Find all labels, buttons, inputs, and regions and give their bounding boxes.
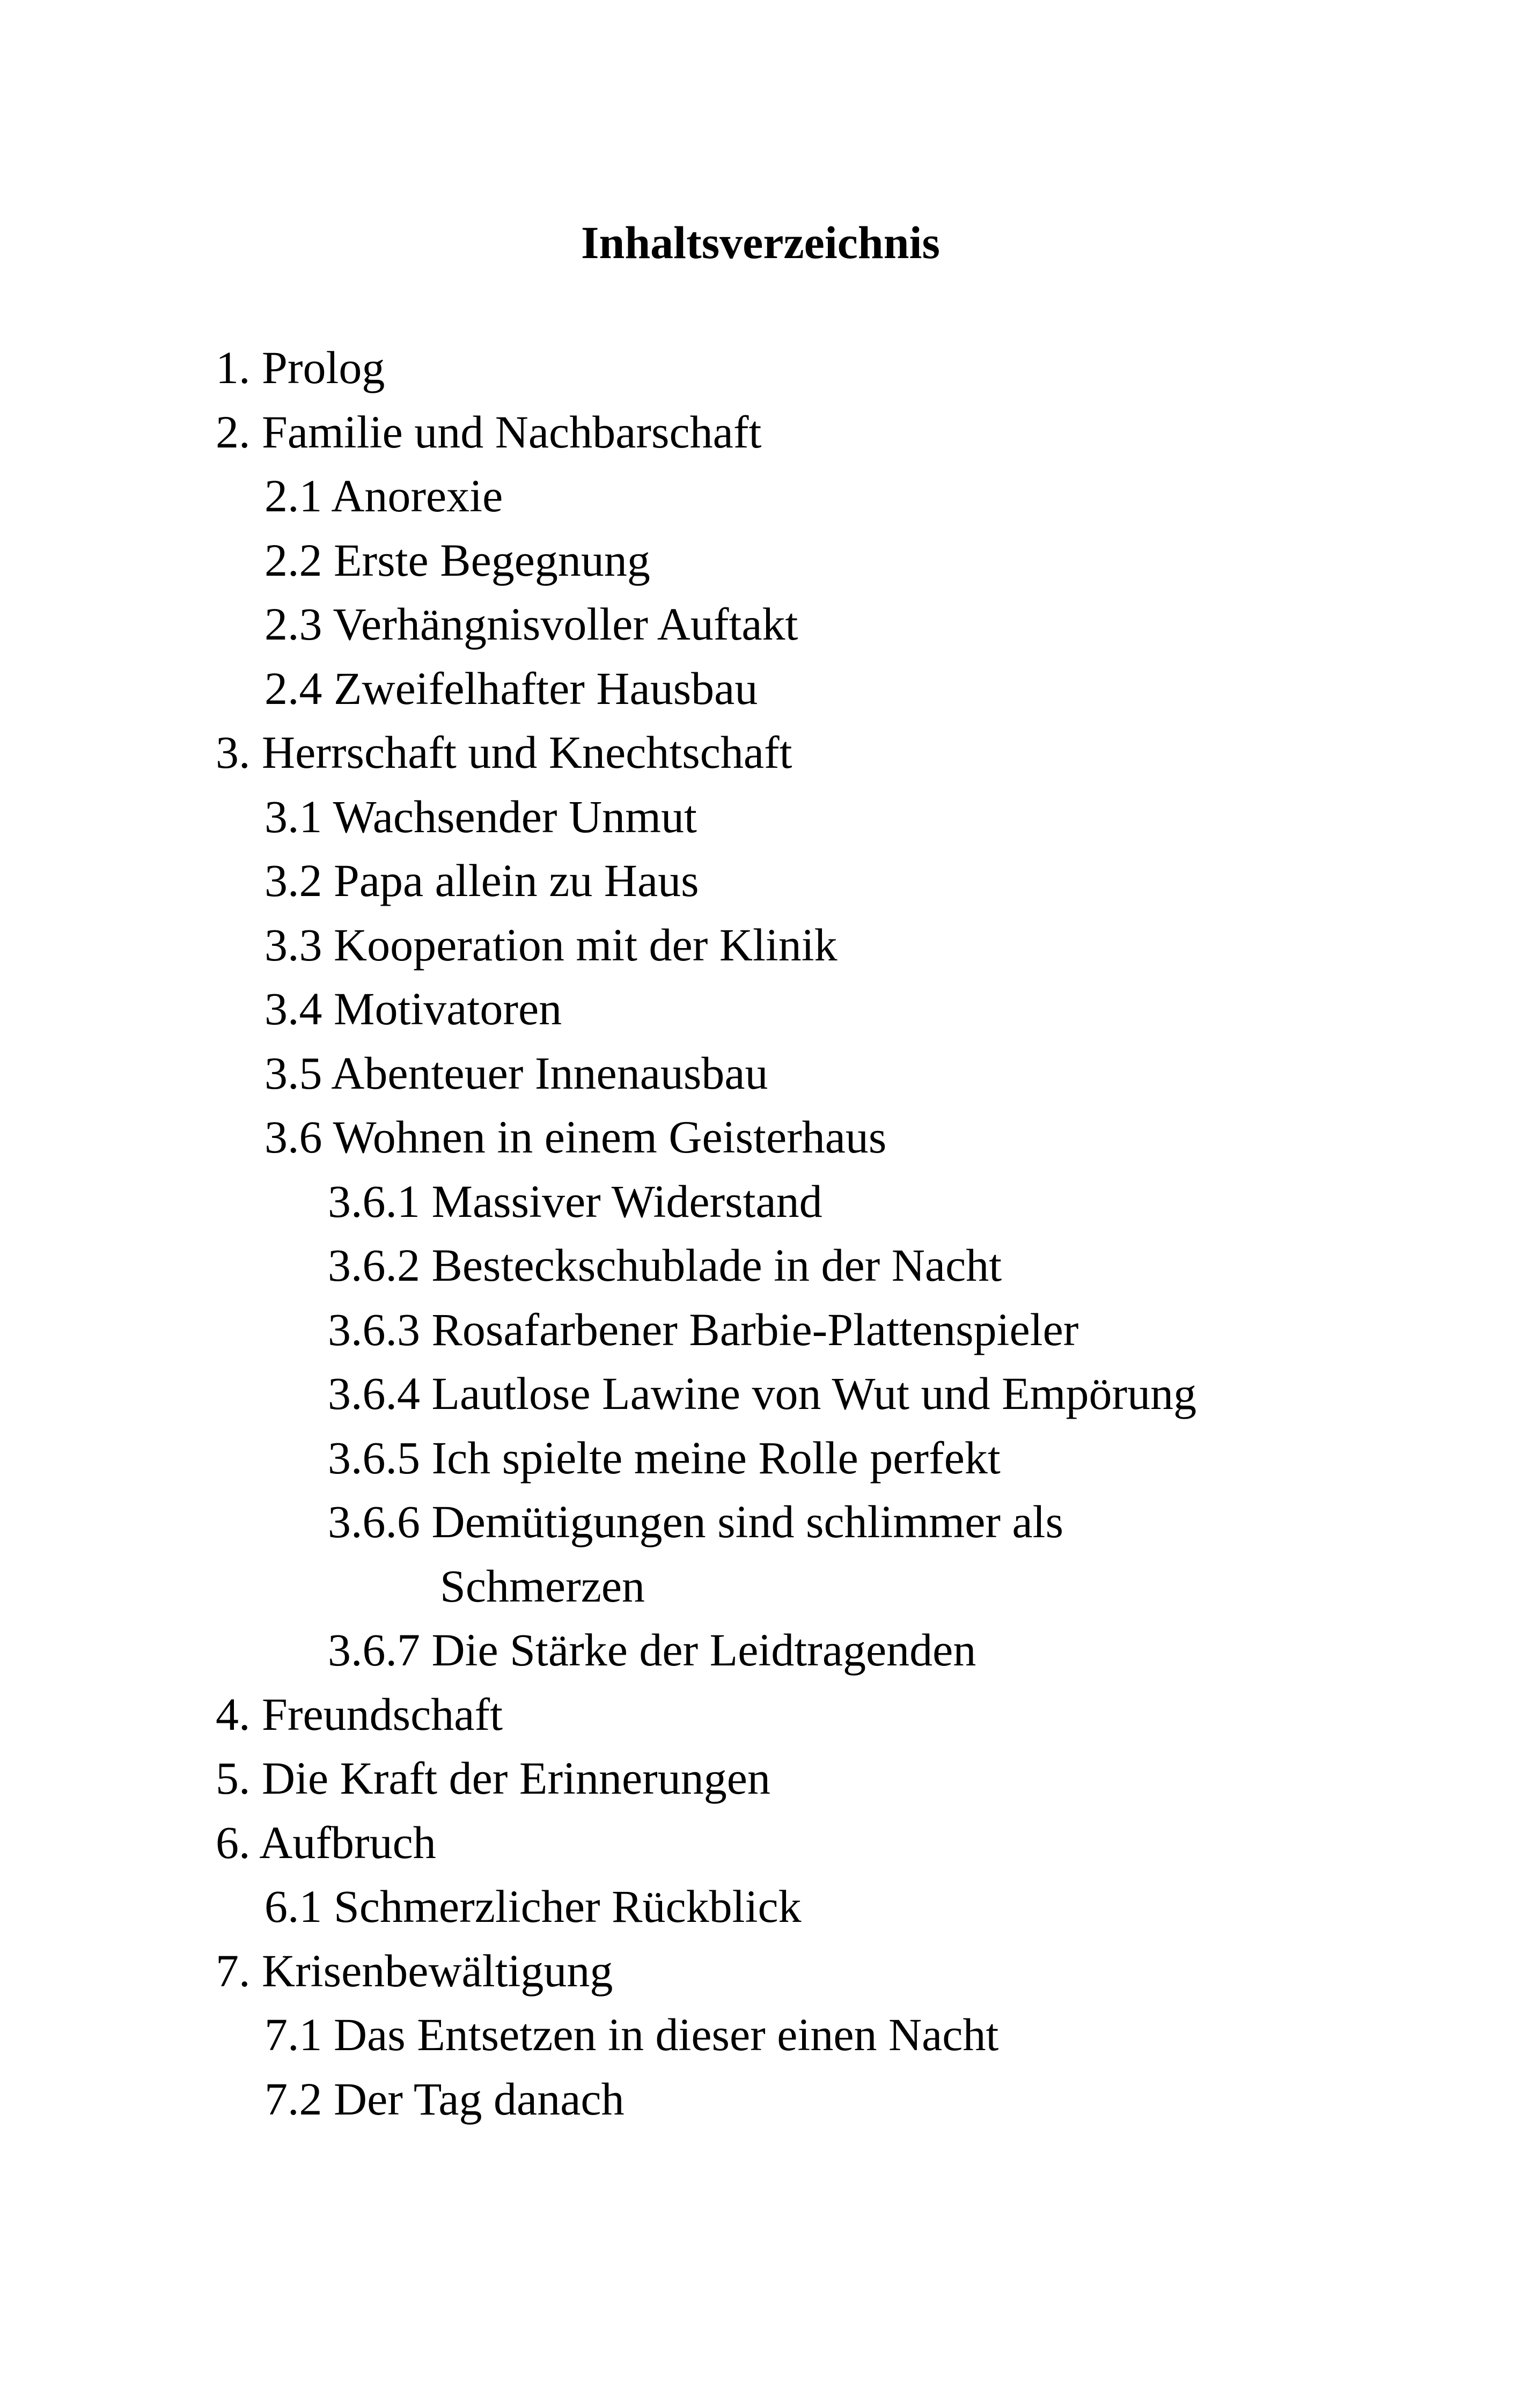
toc-entry-level-2: 3.1 Wachsender Unmut: [264, 790, 697, 842]
toc-entry-level-1: 2. Familie und Nachbarschaft: [216, 406, 762, 458]
toc-entry-level-2: 3.6 Wohnen in einem Geisterhaus: [264, 1111, 887, 1163]
toc-entry-level-3: 3.6.2 Besteckschublade in der Nacht: [328, 1239, 1002, 1291]
toc-entry-level-2: 3.4 Motivatoren: [264, 983, 562, 1034]
toc-entry-level-2: 2.4 Zweifelhafter Hausbau: [264, 662, 758, 714]
toc-entry-level-3: 3.6.3 Rosafarbener Barbie-Plattenspieler: [328, 1303, 1079, 1355]
toc-entry-level-1: 3. Herrschaft und Knechtschaft: [216, 726, 792, 778]
toc-entry-level-1: 6. Aufbruch: [216, 1816, 436, 1868]
toc-entry-level-3: 3.6.6 Demütigungen sind schlimmer als: [328, 1496, 1064, 1547]
page-title: Inhaltsverzeichnis: [581, 217, 940, 268]
toc-entry-level-2: 2.3 Verhängnisvoller Auftakt: [264, 598, 798, 650]
toc-entry-level-1: 4. Freundschaft: [216, 1688, 503, 1740]
toc-entry-level-3: 3.6.4 Lautlose Lawine von Wut und Empörung: [328, 1368, 1197, 1419]
toc-entry-level-2: 3.2 Papa allein zu Haus: [264, 855, 699, 906]
toc-entry-level-2: 3.5 Abenteuer Innenausbau: [264, 1047, 768, 1099]
toc-entry-level-3: 3.6.7 Die Stärke der Leidtragenden: [328, 1624, 976, 1676]
toc-entry-continuation: Schmerzen: [440, 1560, 645, 1612]
toc-entry-level-2: 2.2 Erste Begegnung: [264, 534, 650, 586]
toc-entry-level-2: 7.2 Der Tag danach: [264, 2073, 624, 2125]
toc-entry-level-3: 3.6.5 Ich spielte meine Rolle perfekt: [328, 1431, 1001, 1484]
toc-entry-level-2: 7.1 Das Entsetzen in dieser einen Nacht: [264, 2009, 999, 2060]
toc-entry-level-2: 6.1 Schmerzlicher Rückblick: [264, 1881, 802, 1932]
toc-entry-level-1: 1. Prolog: [216, 342, 385, 393]
toc-entry-level-1: 5. Die Kraft der Erinnerungen: [216, 1752, 770, 1804]
table-of-contents: [0, 336, 1521, 2131]
toc-entry-level-2: 2.1 Anorexie: [264, 470, 503, 522]
toc-entry-level-3: 3.6.1 Massiver Widerstand: [328, 1175, 822, 1227]
toc-entry-level-2: 3.3 Kooperation mit der Klinik: [264, 919, 837, 971]
toc-entry-level-1: 7. Krisenbewältigung: [216, 1944, 613, 1996]
